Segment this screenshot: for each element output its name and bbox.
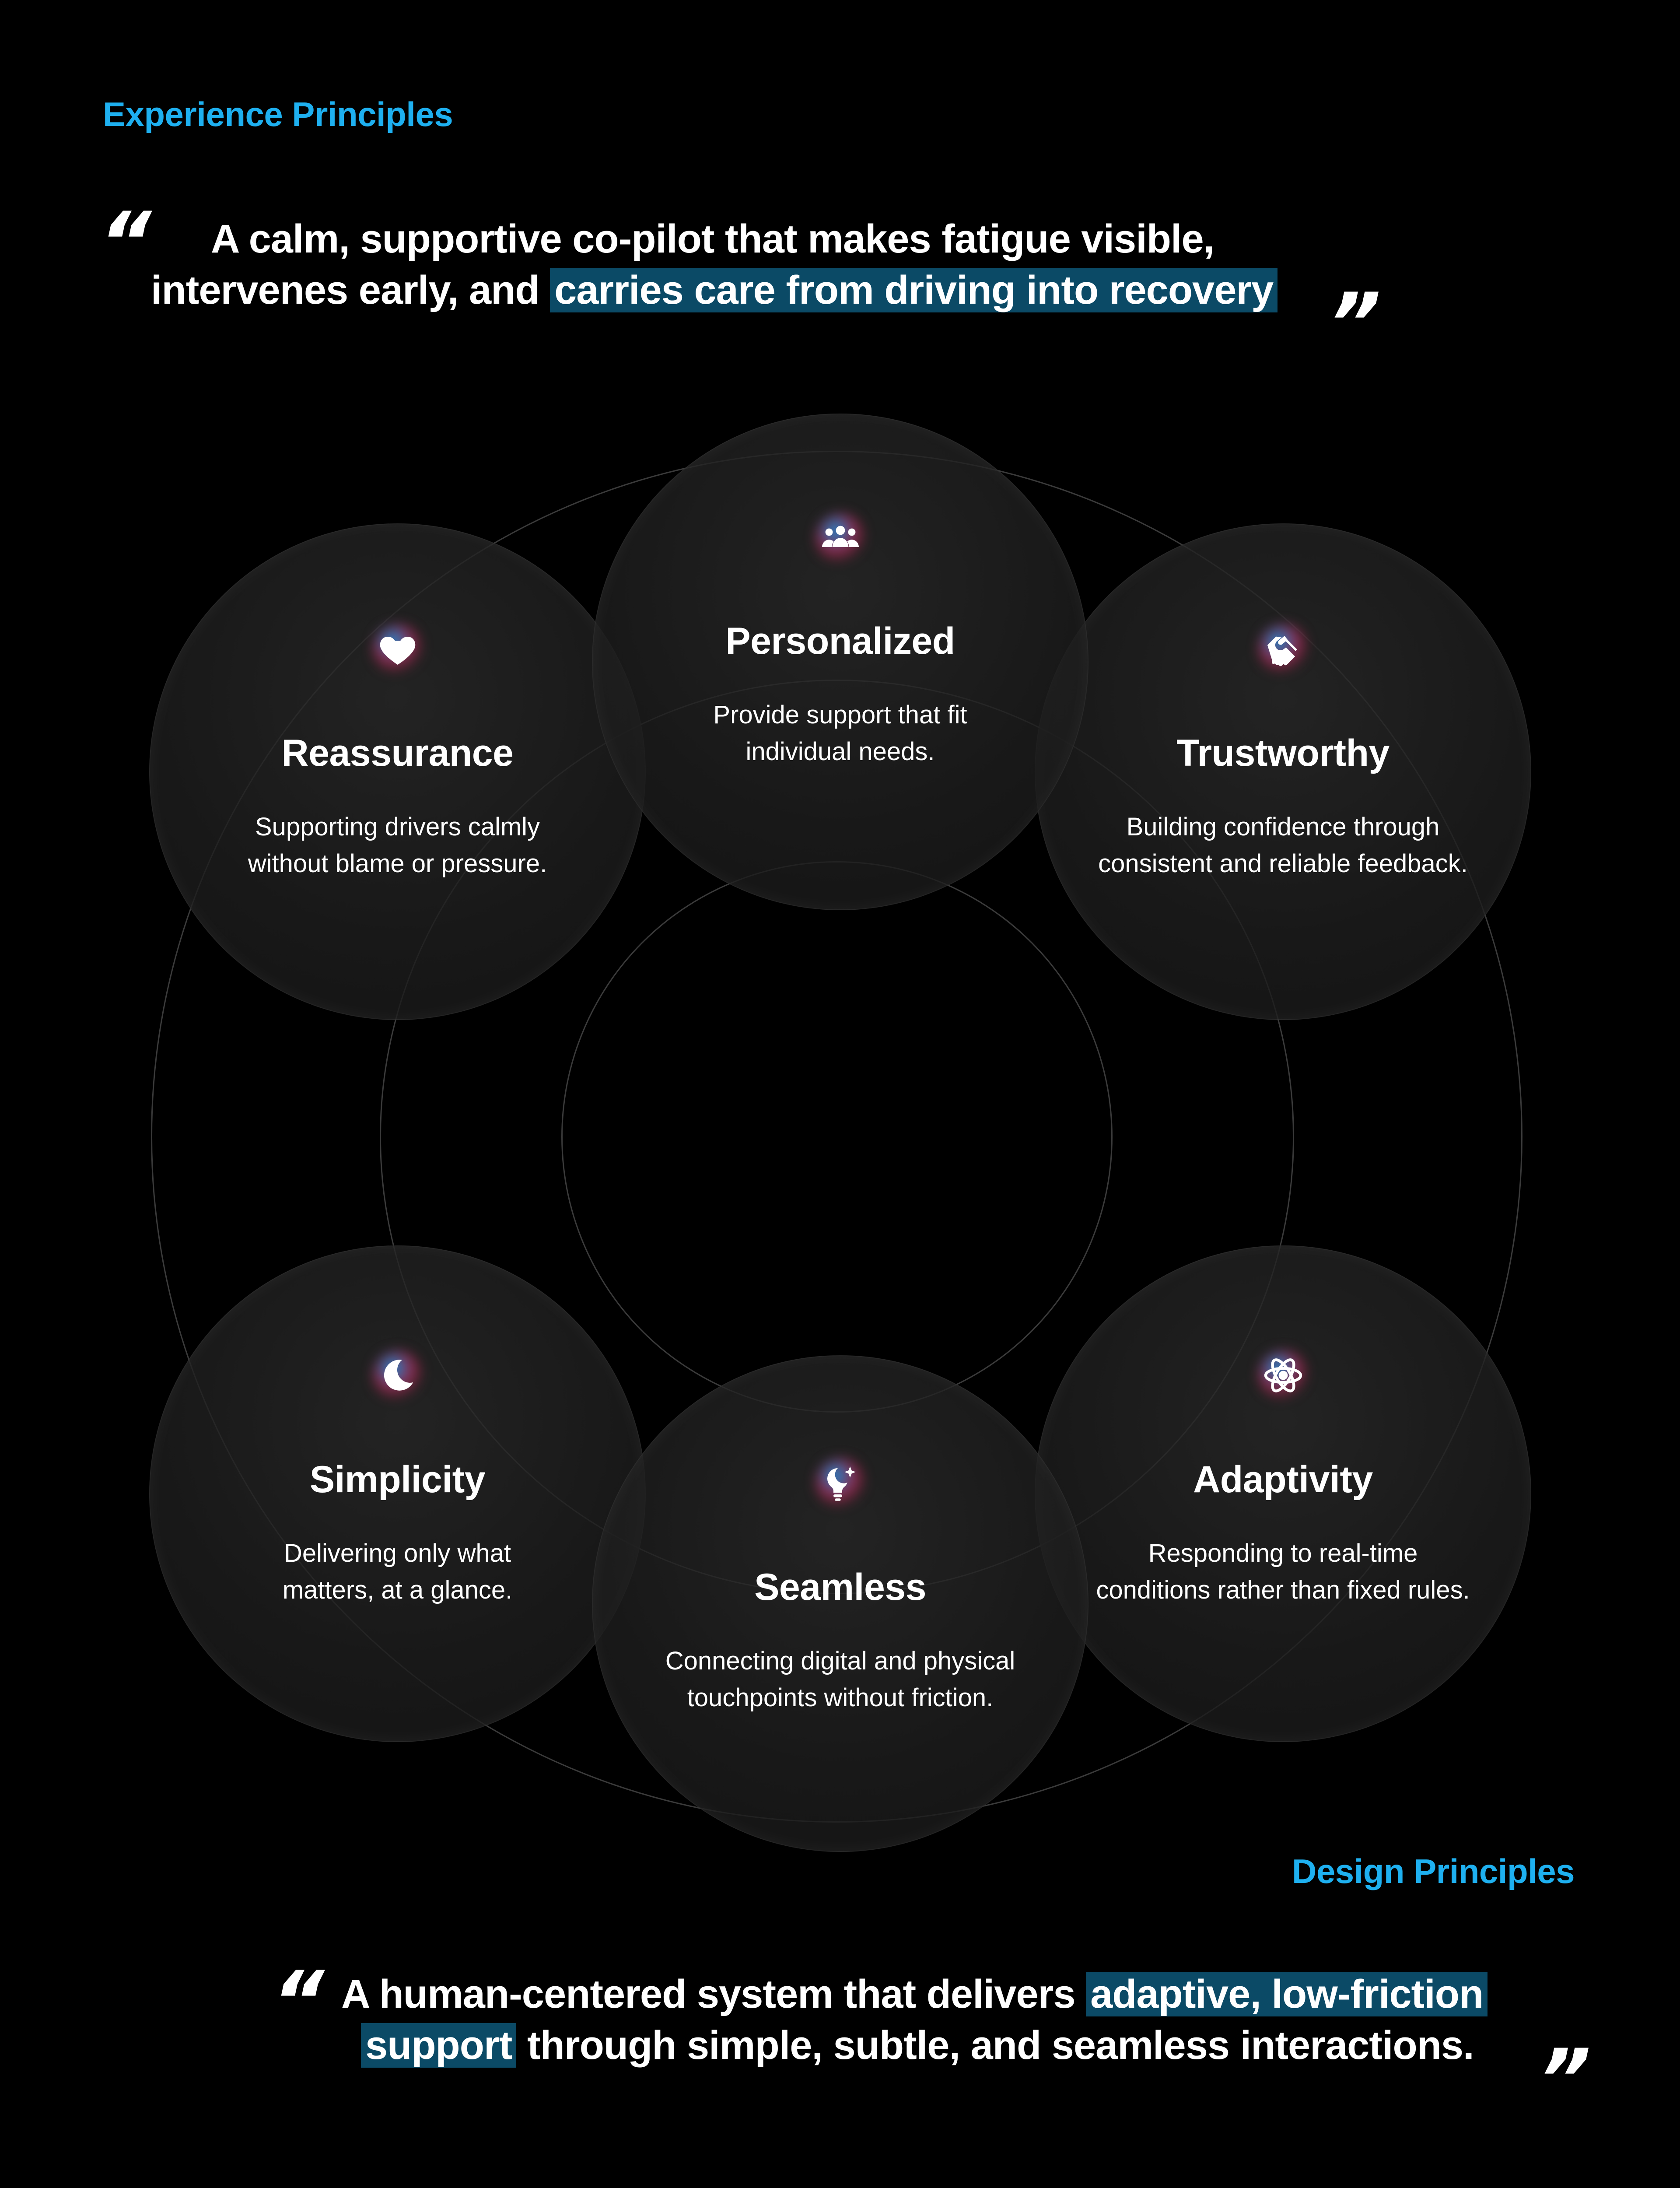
moon-icon bbox=[374, 1351, 422, 1399]
handshake-icon bbox=[1259, 625, 1307, 673]
inner-ring bbox=[561, 861, 1113, 1413]
close-quote-icon: ” bbox=[1525, 2031, 1601, 2128]
principle-description bbox=[1036, 809, 1530, 882]
open-quote-icon: “ bbox=[261, 1953, 336, 2050]
description-line: Building confidence through bbox=[1126, 813, 1440, 841]
description-line: conditions rather than fixed rules. bbox=[1096, 1576, 1470, 1604]
principle-trustworthy bbox=[1035, 523, 1531, 1020]
design-quote bbox=[341, 1969, 1488, 2071]
principle-description bbox=[593, 697, 1088, 770]
design-quote-highlight: support bbox=[361, 2023, 516, 2068]
experience-quote-line-1: A calm, supportive co-pilot that makes fatigue visible, bbox=[211, 217, 1214, 261]
principle-description bbox=[150, 1535, 645, 1609]
description-line: touchpoints without friction. bbox=[687, 1683, 994, 1712]
description-line: Provide support that fit bbox=[713, 701, 967, 729]
principle-title: Adaptivity bbox=[1193, 1459, 1373, 1501]
principle-personalized bbox=[592, 414, 1088, 910]
heart-icon bbox=[374, 625, 422, 673]
experience-quote-highlight: carries care from driving into recovery bbox=[550, 268, 1278, 312]
design-quote-highlight: adaptive, low-friction bbox=[1086, 1972, 1488, 2016]
experience-principles-label: Experience Principles bbox=[103, 95, 453, 133]
people-group-icon bbox=[816, 514, 864, 562]
principle-title: Seamless bbox=[754, 1566, 926, 1608]
principle-description bbox=[150, 809, 645, 882]
open-quote-icon: “ bbox=[88, 194, 164, 291]
principle-title: Personalized bbox=[725, 620, 955, 662]
principle-title: Reassurance bbox=[281, 732, 514, 774]
description-line: Supporting drivers calmly bbox=[255, 813, 540, 841]
design-principles-label: Design Principles bbox=[1292, 1852, 1575, 1890]
description-line: consistent and reliable feedback. bbox=[1098, 849, 1468, 878]
principle-simplicity bbox=[149, 1245, 646, 1742]
design-quote-plain: A human-centered system that delivers bbox=[341, 1972, 1075, 2016]
principle-title: Simplicity bbox=[309, 1459, 486, 1501]
description-line: Connecting digital and physical bbox=[665, 1647, 1015, 1675]
description-line: individual needs. bbox=[746, 737, 935, 766]
close-quote-icon: ” bbox=[1315, 275, 1391, 372]
design-quote-plain: through simple, subtle, and seamless interactions. bbox=[527, 2023, 1474, 2068]
principle-seamless bbox=[592, 1355, 1088, 1852]
experience-quote-plain: intervenes early, and bbox=[151, 268, 539, 312]
atom-icon bbox=[1259, 1351, 1307, 1399]
experience-quote-line-2 bbox=[151, 265, 1278, 316]
lightbulb-icon bbox=[816, 1459, 864, 1507]
experience-quote bbox=[151, 214, 1278, 316]
description-line: Responding to real-time bbox=[1148, 1539, 1418, 1567]
description-line: matters, at a glance. bbox=[282, 1576, 513, 1604]
principle-description bbox=[1036, 1535, 1530, 1609]
design-quote-line-2 bbox=[341, 2020, 1488, 2071]
principle-description bbox=[593, 1643, 1088, 1716]
description-line: without blame or pressure. bbox=[248, 849, 547, 878]
design-quote-line-1 bbox=[341, 1969, 1488, 2020]
principle-title: Trustworthy bbox=[1176, 732, 1390, 774]
description-line: Delivering only what bbox=[284, 1539, 511, 1567]
principle-reassurance bbox=[149, 523, 646, 1020]
principle-adaptivity bbox=[1035, 1245, 1531, 1742]
